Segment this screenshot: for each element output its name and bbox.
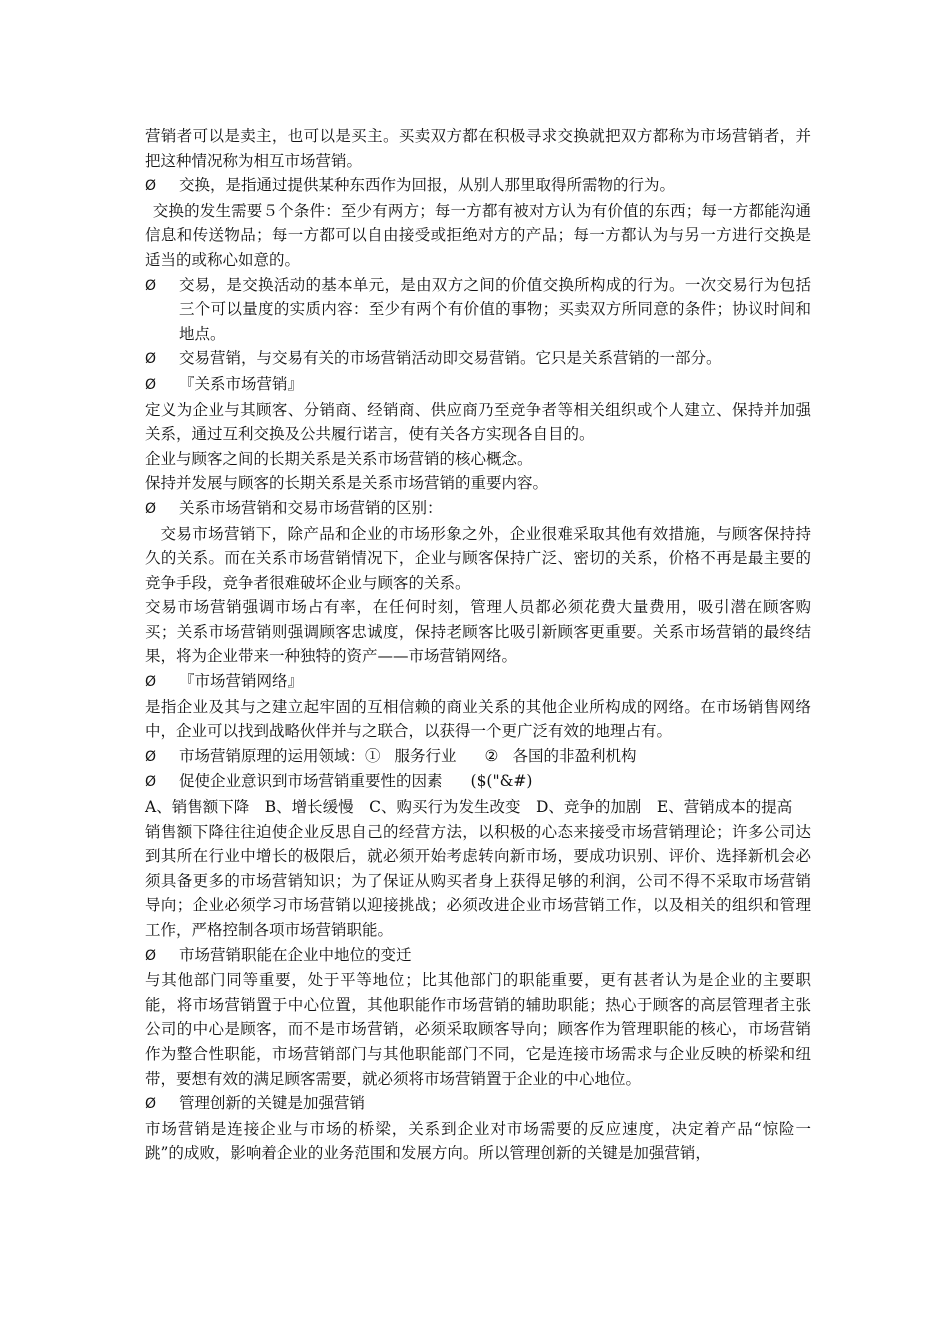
bullet-icon: Ø bbox=[145, 774, 157, 791]
bullet-text-item: 各国的非盈利机构 bbox=[512, 746, 637, 765]
paragraph: 交易市场营销下，除产品和企业的市场形象之外，企业很难采取其他有效措施，与顾客保持持久的关系。而在关系市场营销情况下，企业与顾客保持广泛、密切的关系，价格不再是最主要的竞争手段，竞争者很难破坏企业与顾客的关系。 bbox=[145, 524, 811, 592]
paragraph: 市场营销是连接企业与市场的桥梁，关系到企业对市场需要的反应速度，决定着产品“惊险一跳”的成败，影响着企业的业务范围和发展方向。所以管理创新的关键是加强营销， bbox=[145, 1119, 811, 1163]
paragraph: 定义为企业与其顾客、分销商、经销商、供应商乃至竞争者等相关组织或个人建立、保持并加强关系，通过互利交换及公共履行诺言，使有关各方实现各自目的。 bbox=[145, 400, 811, 444]
bullet-text: 交易，是交换活动的基本单元，是由双方之间的价值交换所构成的行为。一次交易行为包括三个可以量度的实质内容：至少有两个有价值的事物；买卖双方所同意的条件；协议时间和地点。 bbox=[179, 275, 811, 343]
bullet-text: 管理创新的关键是加强营销 bbox=[179, 1094, 366, 1113]
bullet-text: 市场营销职能在企业中地位的变迁 bbox=[179, 945, 412, 964]
bullet-item bbox=[145, 372, 811, 398]
bullet-item bbox=[145, 744, 811, 770]
paragraph: 交易市场营销强调市场占有率，在任何时刻，管理人员都必须花费大量费用，吸引潜在顾客购买；关系市场营销则强调顾客忠诚度，保持老顾客比吸引新顾客更重要。关系市场营销的最终结果，将为企业带来一种独特的资产——市场营销网络。 bbox=[145, 598, 811, 666]
bullet-icon: Ø bbox=[145, 178, 157, 195]
bullet-item bbox=[145, 496, 811, 522]
bullet-text bbox=[179, 744, 811, 769]
bullet-text: 关系市场营销和交易市场营销的区别： bbox=[179, 498, 443, 517]
paragraph: 保持并发展与顾客的长期关系是关系市场营销的重要内容。 bbox=[145, 474, 549, 493]
bullet-text bbox=[179, 769, 811, 794]
bullet-icon: Ø bbox=[145, 277, 157, 294]
bullet-text-lead: 促使企业意识到市场营销重要性的因素 bbox=[179, 772, 443, 791]
paragraph: 营销者可以是卖主，也可以是买主。买卖双方都在积极寻求交换就把双方都称为市场营销者，并把这种情况称为相互市场营销。 bbox=[145, 127, 811, 170]
paragraph: 交换的发生需要５个条件：至少有两方；每一方都有被对方认为有价值的东西；每一方都能沟通信息和传送物品；每一方都可以自由接受或拒绝对方的产品；每一方都认为与另一方进行交换是适当的或称心如意的。 bbox=[145, 201, 811, 269]
bullet-icon: Ø bbox=[145, 947, 157, 964]
bullet-icon: Ø bbox=[145, 748, 157, 765]
bullet-item bbox=[145, 173, 811, 199]
paragraph: 是指企业及其与之建立起牢固的互相信赖的商业关系的其他企业所构成的网络。在市场销售网络中，企业可以找到战略伙伴并与之联合，以获得一个更广泛有效的地理占有。 bbox=[145, 697, 811, 741]
bullet-text-item: 服务行业 bbox=[394, 746, 457, 765]
bullet-item bbox=[145, 1091, 811, 1117]
bullet-icon: Ø bbox=[145, 500, 157, 517]
bullet-icon: Ø bbox=[145, 1096, 157, 1113]
bullet-text: 交易营销，与交易有关的市场营销活动即交易营销。它只是关系营销的一部分。 bbox=[179, 349, 722, 368]
bullet-text-lead: 市场营销原理的运用领域：① bbox=[179, 746, 381, 765]
bullet-item bbox=[145, 346, 811, 372]
section-heading: 『市场营销网络』 bbox=[179, 672, 304, 691]
bullet-item bbox=[145, 669, 811, 695]
bullet-icon: Ø bbox=[145, 674, 157, 691]
paragraph: 企业与顾客之间的长期关系是关系市场营销的核心概念。 bbox=[145, 449, 533, 468]
document-page bbox=[145, 124, 811, 1166]
bullet-icon: Ø bbox=[145, 351, 157, 368]
bullet-text: 交换，是指通过提供某种东西作为回报，从别人那里取得所需物的行为。 bbox=[179, 176, 676, 195]
bullet-text-marker: ② bbox=[484, 746, 499, 765]
bullet-text-garbled: ($("&#) bbox=[470, 772, 533, 791]
bullet-item bbox=[145, 943, 811, 969]
paragraph: A、销售额下降 B、增长缓慢 C、购买行为发生改变 D、竞争的加剧 E、营销成本的提高 bbox=[145, 798, 793, 817]
bullet-item bbox=[145, 769, 811, 795]
bullet-item bbox=[145, 273, 811, 347]
section-heading: 『关系市场营销』 bbox=[179, 374, 304, 393]
bullet-icon: Ø bbox=[145, 376, 157, 393]
paragraph: 与其他部门同等重要，处于平等地位；比其他部门的职能重要，更有甚者认为是企业的主要职能，将市场营销置于中心位置，其他职能作市场营销的辅助职能；热心于顾客的高层管理者主张公司的中心是顾客，而不是市场营销，必须采取顾客导向；顾客作为管理职能的核心，市场营销作为整合性职能，市场营销部门与其他职能部门不同，它是连接市场需求与企业反映的桥梁和纽带，要想有效的满足顾客需要，就必须将市场营销置于企业的中心地位。 bbox=[145, 971, 811, 1088]
paragraph: 销售额下降往往迫使企业反思自己的经营方法，以积极的心态来接受市场营销理论；许多公司达到其所在行业中增长的极限后，就必须开始考虑转向新市场，要成功识别、评价、选择新机会必须具备更多的市场营销知识；为了保证从购买者身上获得足够的利润，公司不得不采取市场营销导向；企业必须学习市场营销以迎接挑战；必须改进企业市场营销工作，以及相关的组织和管理工作，严格控制各项市场营销职能。 bbox=[145, 822, 811, 939]
